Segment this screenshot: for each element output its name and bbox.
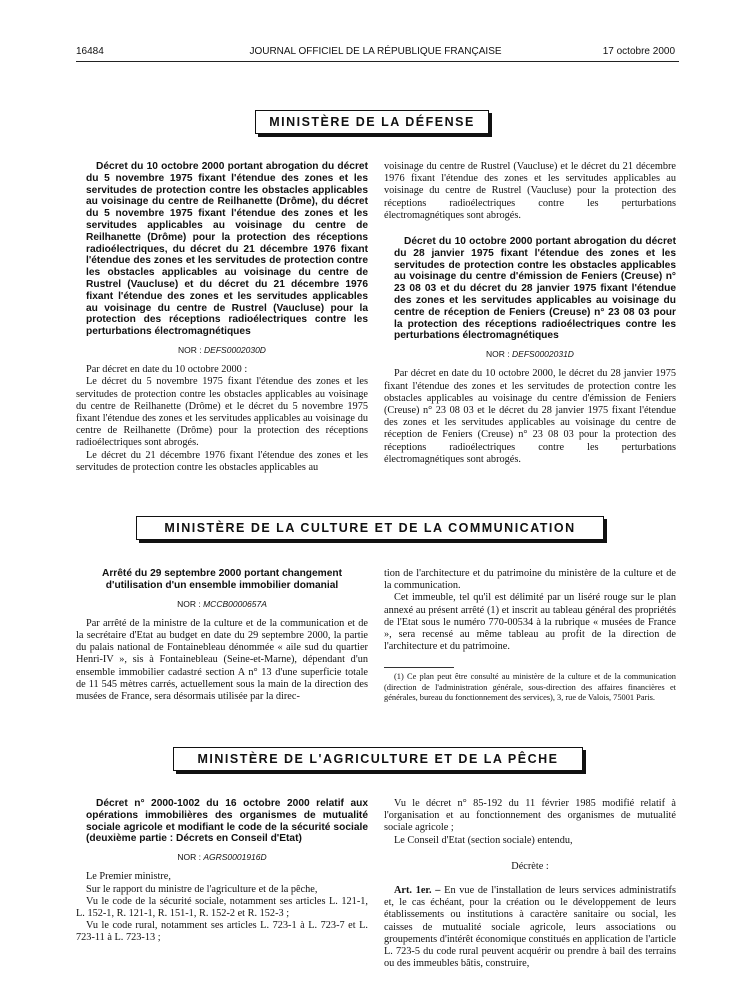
culture-left-column [76, 568, 368, 703]
page-number: 16484 [76, 46, 104, 57]
paragraph: Le décret du 5 novembre 1975 fixant l'étendue des zones et les servitudes de protection contre les obstacles applicables au voisinage du centre de Reilhanette (Drôme) et le décret du 5 novembre 1975 fixant l'étendue des zones et les servitudes applicables au voisinage du centre de Reilhanette (Drôme) pour la protection des réceptions radioélectriques sont abrogés. [76, 376, 368, 449]
nor-code: AGRS0001916D [203, 852, 267, 863]
paragraph-continuation: tion de l'architecture et du patrimoine du ministère de la culture et de la communication. [384, 568, 676, 592]
journal-title: JOURNAL OFFICIEL DE LA RÉPUBLIQUE FRANÇAISE [249, 46, 502, 57]
paragraph: Vu le code de la sécurité sociale, notamment ses articles L. 121-1, L. 152-1, R. 121-1, R. 151-1, R. 152-2 et R. 152-3 ; [76, 895, 368, 919]
decree-title: Décret du 10 octobre 2000 portant abrogation du décret du 5 novembre 1975 fixant l'étendue des zones et les servitudes de protection contre les obstacles applicables au voisinage du centre de Reilhanette (Drôme), du décret du 5 novembre 1975 fixant l'étendue des zones et les servitudes applicables au voisinage du centre de Reilhanette (Drôme) pour la protection des réceptions radioélectriques, du décret du 21 décembre 1976 fixant l'étendue des zones et les servitudes de protection contre les obstacles applicables au voisinage du centre de Rustrel (Vaucluse) et du décret du 21 décembre 1976 fixant l'étendue des zones et les servitudes applicables au voisinage du centre de Rustrel (Vaucluse) pour la protection des réceptions radioélectriques contre les perturbations électromagnétiques [86, 161, 368, 338]
nor-code: MCCB0000657A [203, 598, 267, 609]
paragraph: Vu le code rural, notamment ses articles L. 723-1 à L. 723-7 et L. 723-11 à L. 723-13 ; [76, 920, 368, 944]
nor-reference: NOR : AGRS0001916D [177, 852, 267, 863]
paragraph-continuation: voisinage du centre de Rustrel (Vaucluse) et le décret du 21 décembre 1976 fixant l'étendue des zones et les servitudes applicables au voisinage du centre de Rustrel (Vaucluse) pour la protection des réceptions radioélectriques contre les perturbations électromagnétiques sont abrogés. [384, 161, 676, 221]
paragraph: Par décret en date du 10 octobre 2000 : [86, 364, 248, 376]
issue-date: 17 octobre 2000 [602, 46, 675, 57]
ministry-heading-culture: MINISTÈRE DE LA CULTURE ET DE LA COMMUNICATION [136, 516, 604, 540]
nor-reference: NOR : MCCB0000657A [177, 598, 267, 609]
nor-code: DEFS0002031D [512, 349, 574, 360]
paragraph: Le Conseil d'Etat (section sociale) entendu, [394, 834, 573, 846]
decrete-heading: Décrète : [511, 860, 549, 872]
ministry-heading-defense: MINISTÈRE DE LA DÉFENSE [255, 110, 489, 134]
paragraph: Vu le décret n° 85-192 du 11 février 1985 modifié relatif à l'organisation et au fonctionnement des organismes de mutualité sociale agricole ; [384, 798, 676, 834]
article-1 [384, 885, 676, 970]
nor-reference: NOR : DEFS0002031D [486, 349, 574, 360]
article-text: En vue de l'installation de leurs services administratifs et, le cas échéant, pour la création ou le développement de leurs établissements ou institutions à caractère sanitaire ou social, les caisses de mutualité sociale agricole, leurs associations ou groupements d'intérêt économique constitués en application de l'article L. 723-5 du code rural peuvent acquérir ou prendre à bail des terrains ou des immeubles bâtis, construire, [384, 885, 676, 970]
paragraph: Par arrêté de la ministre de la culture et de la communication et de la secrétaire d'Etat au budget en date du 29 septembre 2000, la partie du palais national de Fontainebleau dénommée « aile sud du quartier Henri-IV », sis à Fontainebleau (Seine-et-Marne), dépendant d'un ensemble immobilier cadastré section A n° 13 d'une superficie totale de 11 545 mètres carrés, actuellement sous la main de la direction des musées de France, sera désormais utilisée par la direc- [76, 617, 368, 703]
agriculture-left-column [76, 798, 368, 945]
decree-title: Décret n° 2000-1002 du 16 octobre 2000 relatif aux opérations immobilières des organismes de mutualité sociale agricole et modifiant le code de la sécurité sociale (deuxième partie : Décrets en Conseil d'Etat) [86, 798, 368, 845]
nor-code: DEFS0002030D [204, 344, 266, 355]
footnote-separator [384, 667, 454, 668]
nor-reference: NOR : DEFS0002030D [178, 344, 266, 355]
header-rule [76, 61, 679, 62]
paragraph: Cet immeuble, tel qu'il est délimité par un liséré rouge sur le plan annexé au présent arrêté (1) et inscrit au tableau général des propriétés de l'Etat sous le numéro 770-00534 à la rubrique « musées de France », sera recensé au même tableau au profit de la direction de l'architecture et du patrimoine. [384, 592, 676, 653]
paragraph: Par décret en date du 10 octobre 2000, le décret du 28 janvier 1975 fixant l'étendue des zones et les servitudes de protection contre les obstacles applicables au voisinage du centre d'émission de Feniers (Creuse) n° 23 08 03 et le décret du 28 janvier 1975 fixant l'étendue des zones et les servitudes applicables au voisinage du centre de réception de Feniers (Creuse) n° 23 08 03 pour la protection des réceptions radioélectriques contre les perturbations électromagnétiques sont abrogés. [384, 368, 676, 465]
culture-right-column [384, 568, 676, 704]
defense-right-column [384, 161, 676, 466]
paragraph: Le décret du 21 décembre 1976 fixant l'étendue des zones et les servitudes de protection contre les obstacles applicables au [76, 449, 368, 473]
paragraph: Le Premier ministre, [86, 871, 171, 883]
decree-title: Arrêté du 29 septembre 2000 portant changement d'utilisation d'un ensemble immobilier domanial [101, 568, 343, 591]
defense-left-column [76, 161, 368, 474]
paragraph: Sur le rapport du ministre de l'agriculture et de la pêche, [86, 883, 318, 895]
ministry-heading-agriculture: MINISTÈRE DE L'AGRICULTURE ET DE LA PÊCHE [173, 747, 583, 771]
article-label: Art. 1er. – [394, 885, 441, 897]
decree-title: Décret du 10 octobre 2000 portant abrogation du décret du 28 janvier 1975 fixant l'étendue des zones et les servitudes de protection contre les obstacles applicables au voisinage du centre d'émission de Feniers (Creuse) n° 23 08 03 et du décret du 28 janvier 1975 fixant l'étendue des zones et les servitudes applicables au voisinage du centre de réception de Feniers (Creuse) n° 23 08 03 pour la protection des réceptions radioélectriques contre les perturbations électromagnétiques [394, 236, 676, 342]
agriculture-right-column [384, 798, 676, 970]
footnote: (1) Ce plan peut être consulté au ministère de la culture et de la communication (direction de l'administration générale, sous-direction des affaires financières et générales, bureau du fonctionnement des services), 3, rue de Valois, 75001 Paris. [384, 672, 676, 703]
